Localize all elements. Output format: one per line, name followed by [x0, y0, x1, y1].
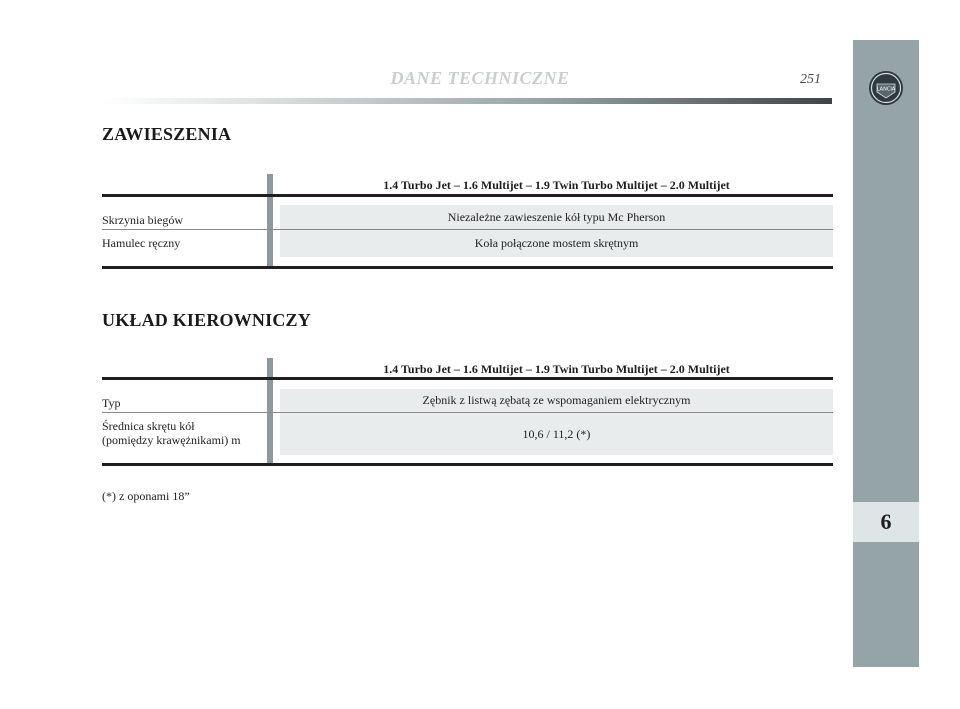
side-tab: [853, 40, 919, 667]
svg-text:LANCIA: LANCIA: [876, 86, 896, 93]
row-value-type: Zębnik z listwą zębatą ze wspomaganiem elektrycznym: [280, 389, 833, 412]
row-label-line: (pomiędzy krawężnikami) m: [102, 433, 241, 447]
table-top-rule: [102, 194, 833, 197]
section-title-suspension: ZAWIESZENIA: [102, 124, 232, 144]
running-header-title: DANE TECHNICZNE: [390, 68, 570, 88]
table-bottom-rule: [102, 266, 833, 269]
table-divider-bar: [267, 174, 273, 268]
row-value-turning-circle: 10,6 / 11,2 (*): [280, 413, 833, 455]
suspension-table: [102, 172, 833, 270]
table-top-rule: [102, 377, 833, 380]
row-value-gearbox: Niezależne zawieszenie kół typu Mc Pherson: [280, 205, 833, 229]
row-label-turning-circle: [102, 419, 267, 447]
page-number: 251: [800, 72, 821, 87]
column-header: 1.4 Turbo Jet – 1.6 Multijet – 1.9 Twin Turbo Multijet – 2.0 Multijet: [383, 362, 730, 376]
steering-table: [102, 356, 833, 468]
footnote: (*) z oponami 18”: [102, 489, 190, 503]
table-divider-bar: [267, 358, 273, 464]
row-label-gearbox: Skrzynia biegów: [102, 213, 183, 227]
row-label-type: Typ: [102, 396, 121, 410]
row-value-handbrake: Koła połączone mostem skrętnym: [280, 230, 833, 257]
row-label-line: Średnica skrętu kół: [102, 419, 195, 433]
chapter-number: 6: [853, 502, 919, 542]
lancia-logo-icon: [868, 70, 904, 106]
row-label-handbrake: Hamulec ręczny: [102, 236, 181, 250]
header-rule: [102, 98, 832, 104]
column-header: 1.4 Turbo Jet – 1.6 Multijet – 1.9 Twin Turbo Multijet – 2.0 Multijet: [383, 178, 730, 192]
section-title-steering: UKŁAD KIEROWNICZY: [102, 310, 311, 330]
table-bottom-rule: [102, 463, 833, 466]
